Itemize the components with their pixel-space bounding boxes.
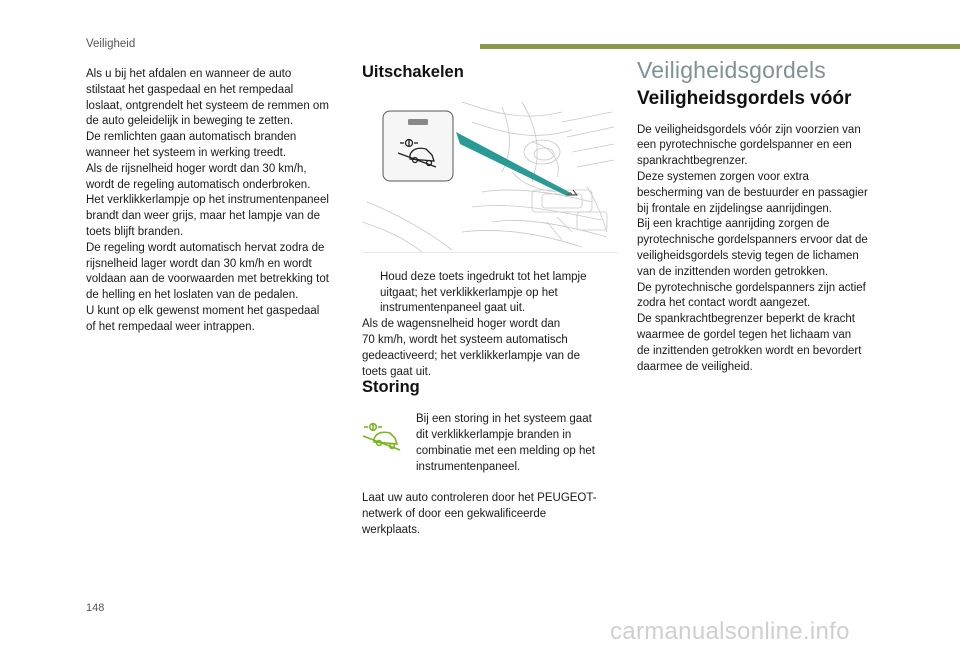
storing-line: combinatie met een melding op het [416,444,595,457]
column-1 [86,67,346,336]
col1-line: rijsnelheid lager wordt dan 30 km/h en wordt [86,257,312,270]
column-2 [362,65,618,539]
col1-line: wordt de regeling automatisch onderbroken. [86,178,311,191]
col3-line: waarmee de gordel tegen het lichaam van [637,328,852,341]
col3-line: de inzittenden getrokken wordt en bevordert [637,344,862,357]
hill-descent-warning-icon [362,412,416,475]
col3-line: Deze systemen zorgen voor extra [637,170,809,183]
col3-line: De spankrachtbegrenzer beperkt de kracht [637,313,855,326]
col3-line: spankrachtbegrenzer. [637,155,748,168]
section-label: Veiligheid [86,38,136,50]
advice-line: werkplaats. [362,523,421,536]
col1-line: Het verklikkerlampje op het instrumentenpaneel [86,194,329,207]
col1-line: of het rempedaal weer intrappen. [86,320,255,333]
col1-line: U kunt op elk gewenst moment het gaspedaal [86,304,320,317]
deactivation-paragraph [362,317,618,380]
section-title: Veiligheidsgordels [637,57,827,83]
seatbelt-paragraph [637,123,887,376]
col3-line: Bij een krachtige aanrijding zorgen de [637,218,830,231]
paragraph-line: Als de wagensnelheid hoger wordt dan [362,318,561,331]
col1-line: de helling en het loslaten van de pedalen. [86,289,299,302]
page-number: 148 [86,602,105,614]
col1-line: brandt dan weer grijs, maar het lampje van de [86,210,320,223]
col3-line: pyrotechnische gordelspanners ervoor dat de [637,234,868,247]
bullet-line: Houd deze toets ingedrukt tot het lampje [380,270,587,283]
bullet-item [362,270,618,317]
col1-line: loslaat, ontgrendelt het systeem de remmen om [86,99,329,112]
col3-line: De pyrotechnische gordelspanners zijn actief [637,281,866,294]
uitschakelen-heading: Uitschakelen [362,63,464,81]
col3-line: van de inzittenden worden getrokken. [637,265,829,278]
advice-line: netwerk of door een gekwalificeerde [362,508,547,521]
col1-line: de auto geleidelijk in beweging te zetten. [86,115,294,128]
bullet-line: uitgaat; het verklikkerlampje op het [380,286,558,299]
storing-line: instrumentenpaneel. [416,460,521,473]
bullet-line: instrumentenpaneel gaat uit. [380,302,526,315]
col3-line: zodra het contact wordt aangezet. [637,297,811,310]
col3-line: bescherming van de bestuurder en passagier [637,186,868,199]
col3-line: daarmee de veiligheid. [637,360,753,373]
col1-line: De regeling wordt automatisch hervat zodra de [86,241,325,254]
storing-advice [362,491,618,538]
watermark: carmanualsonline.info [610,618,850,645]
column-3 [637,57,887,375]
hill-descent-button-illustration-icon [362,92,618,253]
paragraph-line: 70 km/h, wordt het systeem automatisch [362,333,568,346]
storing-line: dit verklikkerlampje branden in [416,428,572,441]
col3-line: veiligheidsgordels stevig tegen de lichamen [637,249,859,262]
col1-line: voldaan aan de voorwaarden met betrekking tot [86,273,329,286]
col1-line: toets blijft branden. [86,225,184,238]
col3-line: bij frontale en zijdelingse aanrijdingen. [637,202,832,215]
col3-line: De veiligheidsgordels vóór zijn voorzien van [637,123,861,136]
paragraph-line: toets gaat uit. [362,365,432,378]
storing-row [362,412,618,475]
subsection-title: Veiligheidsgordels vóór [637,87,852,109]
bullet-mark [362,270,380,317]
storing-line: Bij een storing in het systeem gaat [416,413,592,426]
col1-line: De remlichten gaan automatisch branden [86,131,297,144]
paragraph-line: gedeactiveerd; het verklikkerlampje van de [362,349,580,362]
col3-line: een pyrotechnische gordelspanner en een [637,139,852,152]
col1-line: wanneer het systeem in werking treedt. [86,146,287,159]
col1-line: Als de rijsnelheid hoger wordt dan 30 km/h, [86,162,307,175]
advice-line: Laat uw auto controleren door het PEUGEOT- [362,492,597,505]
col1-line: Als u bij het afdalen en wanneer de auto [86,68,292,80]
col1-line: stilstaat het gaspedaal en het rempedaal [86,83,294,96]
header-accent-bar [480,44,960,49]
storing-heading: Storing [362,378,420,397]
